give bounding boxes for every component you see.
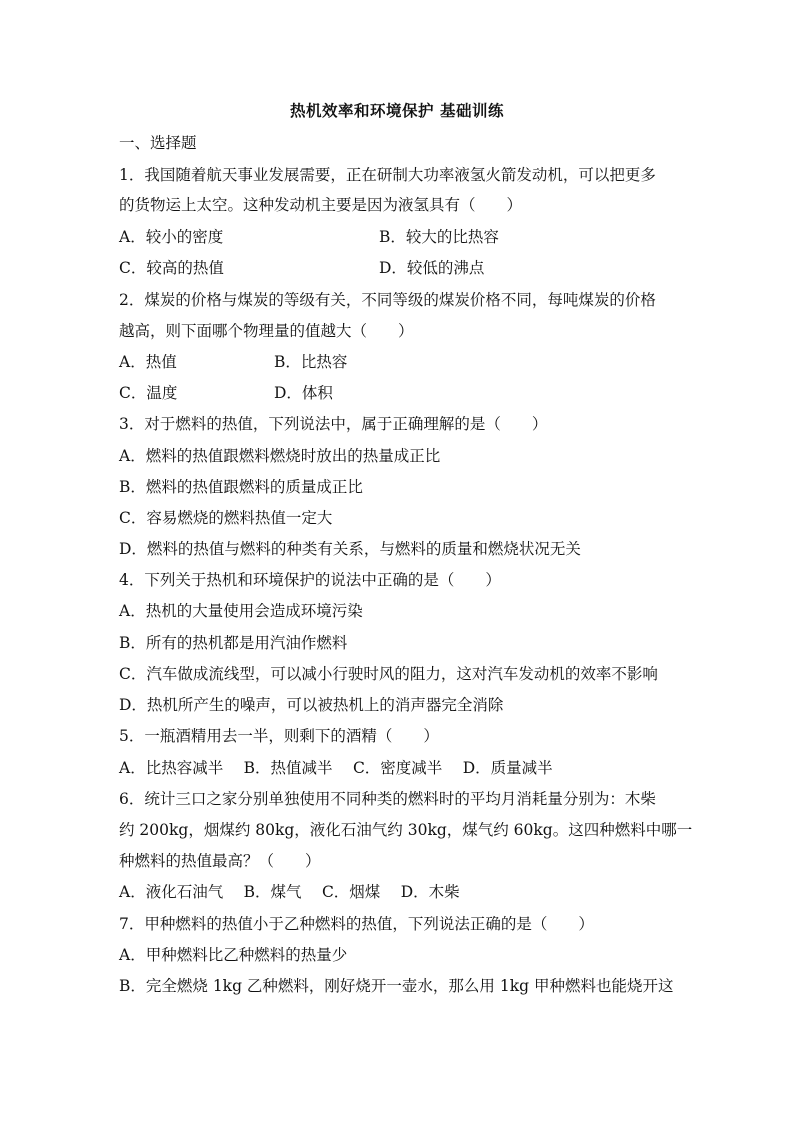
question-1-option-c: C．较高的热值 bbox=[119, 259, 224, 277]
question-3-option-d: D．燃料的热值与燃料的种类有关系，与燃料的质量和燃烧状况无关 bbox=[119, 540, 581, 558]
question-2-text: 2．煤炭的价格与煤炭的等级有关，不同等级的煤炭价格不同，每吨煤炭的价格 bbox=[119, 291, 656, 309]
question-4-option-a: A．热机的大量使用会造成环境污染 bbox=[119, 602, 363, 620]
question-1-text: 1．我国随着航天事业发展需要，正在研制大功率液氢火箭发动机，可以把更多 bbox=[119, 166, 656, 184]
question-6-text-cont-1: 约 200kg，烟煤约 80kg，液化石油气约 30kg，煤气约 60kg。这四种燃料中哪一 bbox=[119, 821, 693, 839]
question-5-options: A．比热容减半 B．热值减半 C．密度减半 D．质量减半 bbox=[119, 759, 553, 777]
question-5-text: 5．一瓶酒精用去一半，则剩下的酒精（ ） bbox=[119, 727, 439, 745]
document-title: 热机效率和环境保护 基础训练 bbox=[290, 101, 504, 120]
question-1-option-b: B．较大的比热容 bbox=[379, 228, 499, 246]
question-2-option-a: A．热值 bbox=[119, 353, 177, 371]
question-6-text: 6．统计三口之家分别单独使用不同种类的燃料时的平均月消耗量分别为：木柴 bbox=[119, 790, 656, 808]
question-3-option-c: C．容易燃烧的燃料热值一定大 bbox=[119, 509, 333, 527]
question-2-option-b: B．比热容 bbox=[274, 353, 348, 371]
question-2-option-d: D．体积 bbox=[274, 384, 333, 402]
question-6-options: A．液化石油气 B．煤气 C．烟煤 D．木柴 bbox=[119, 883, 460, 901]
question-1-text-cont: 的货物运上太空。这种发动机主要是因为液氢具有（ ） bbox=[119, 196, 523, 214]
question-4-option-d: D．热机所产生的噪声，可以被热机上的消声器完全消除 bbox=[119, 696, 504, 714]
question-6-text-cont-2: 种燃料的热值最高？（ ） bbox=[119, 852, 321, 870]
question-4-option-c: C．汽车做成流线型，可以减小行驶时风的阻力，这对汽车发动机的效率不影响 bbox=[119, 665, 658, 683]
question-3-option-a: A．燃料的热值跟燃料燃烧时放出的热量成正比 bbox=[119, 447, 441, 465]
question-4-text: 4．下列关于热机和环境保护的说法中正确的是（ ） bbox=[119, 571, 501, 589]
question-3-text: 3．对于燃料的热值，下列说法中，属于正确理解的是（ ） bbox=[119, 415, 548, 433]
question-2-option-c: C．温度 bbox=[119, 384, 178, 402]
question-7-option-b: B．完全燃烧 1kg 乙种燃料，刚好烧开一壶水，那么用 1kg 甲种燃料也能烧开这 bbox=[119, 977, 674, 995]
question-1-option-a: A．较小的密度 bbox=[119, 228, 224, 246]
section-heading: 一、选择题 bbox=[119, 134, 197, 152]
question-1-option-d: D．较低的沸点 bbox=[379, 259, 485, 277]
question-3-option-b: B．燃料的热值跟燃料的质量成正比 bbox=[119, 478, 363, 496]
question-7-option-a: A．甲种燃料比乙种燃料的热量少 bbox=[119, 946, 348, 964]
question-7-text: 7．甲种燃料的热值小于乙种燃料的热值，下列说法正确的是（ ） bbox=[119, 915, 594, 933]
question-4-option-b: B．所有的热机都是用汽油作燃料 bbox=[119, 634, 348, 652]
question-2-text-cont: 越高，则下面哪个物理量的值越大（ ） bbox=[119, 322, 414, 340]
